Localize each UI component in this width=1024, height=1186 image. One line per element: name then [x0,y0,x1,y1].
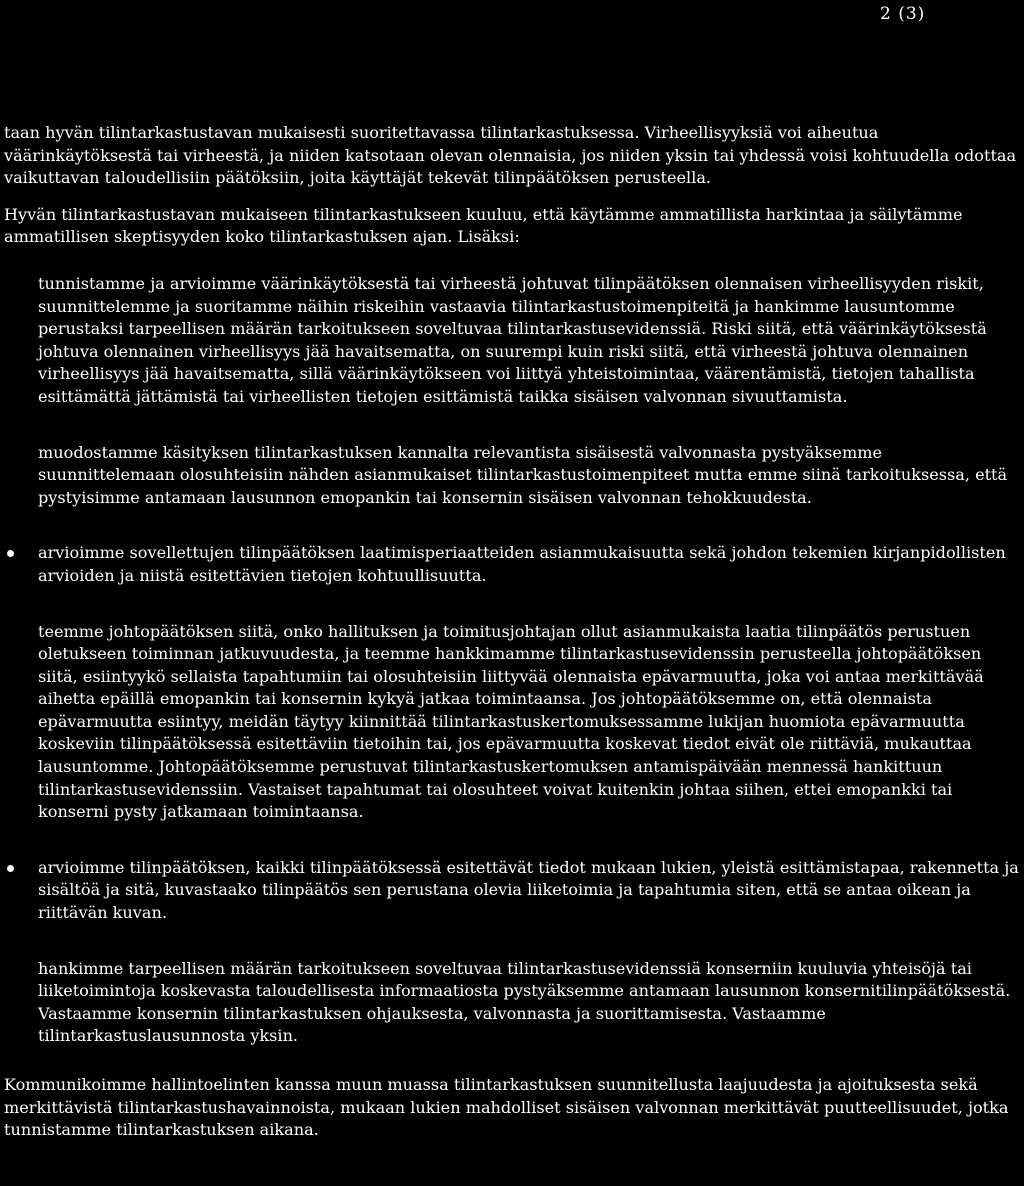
bullet-icon [7,550,14,557]
paragraph: taan hyvän tilintarkastustavan mukaisesti suoritettavassa tilintarkastuksessa. Virheellisyyksiä voi aiheutua väärinkäytöksestä tai virheestä, ja niiden katsotaan olevan olennaisia, jos niiden yksin tai yhdessä voisi kohtuudella odottaa vaikuttavan taloudellisiin päätöksiin, joita käyttäjät tekevät tilinpäätöksen perusteella. [4,123,1017,188]
bullet-icon [7,865,14,872]
list-item-text: tunnistamme ja arvioimme väärinkäytöksestä tai virheestä johtuvat tilinpäätöksen olennaisen virheellisyyden riskit, suunnittelemme ja suoritamme näihin riskeihin vastaavia tilintarkastustoimenpiteitä ja hankimme lausuntomme perustaksi tarpeellisen määrän tarkoitukseen soveltuvaa tilintarkastusevidenssiä. Riski siitä, että väärinkäytöksestä johtuva olennainen virheellisyys jää havaitsematta, on suurempi kuin riski siitä, että virheestä johtuva olennainen virheellisyys jää havaitsematta, sillä väärinkäytökseen voi liittyä yhteistoimintaa, väärentämistä, tietojen tahallista esittämättä jättämistä tai virheellisten tietojen esittämistä taikka sisäisen valvonnan sivuuttamista. [38,273,987,406]
closing-paragraph: Kommunikoimme hallintoelinten kanssa muun muassa tilintarkastuksen suunnitellusta laajuudesta ja ajoituksesta sekä merkittävistä tilintarkastushavainnoista, mukaan lukien mahdolliset sisäisen valvonnan merkittävät puutteellisuudet, jotka tunnistamme tilintarkastuksen aikana. [4,1075,1009,1140]
list-item [4,442,1022,510]
list-item-text: muodostamme käsityksen tilintarkastuksen kannalta relevantista sisäisestä valvonnasta pystyäksemme suunnittelemaan olosuhteisiin nähden asianmukaiset tilintarkastustoimenpiteet mutta emme siinä tarkoituksessa, että pystyisimme antamaan lausunnon emopankin tai konsernin sisäisen valvonnan tehokkuudesta. [38,442,1008,507]
list-item [4,857,1022,925]
list-item [4,542,1022,587]
paragraph: Hyvän tilintarkastustavan mukaiseen tilintarkastukseen kuuluu, että käytämme ammatillista harkintaa ja säilytämme ammatillisen skeptisyyden koko tilintarkastuksen ajan. Lisäksi: [4,204,963,247]
list-item [4,958,1022,1048]
list-item-text: arvioimme sovellettujen tilinpäätöksen laatimisperiaatteiden asianmukaisuutta sekä johdon tekemien kirjanpidollisten arvioiden ja niistä esitettävien tietojen kohtuullisuutta. [38,543,1006,585]
page-number: 2 (3) [880,4,926,24]
list-item [4,273,1022,409]
list-item [4,621,1022,824]
procedure-list [4,273,1022,1048]
list-item-text: hankimme tarpeellisen määrän tarkoitukseen soveltuvaa tilintarkastusevidenssiä konserniin kuuluvia yhteisöjä tai liiketoimintoja koskevasta taloudellisesta informaatiosta pystyäksemme antamaan lausunnon konsernitilinpäätöksestä. Vastaamme konsernin tilintarkastuksen ohjauksesta, valvonnasta ja suorittamisesta. Vastaamme tilintarkastuslausunnosta yksin. [38,958,1011,1046]
document-body [4,122,1022,1142]
list-item-text: teemme johtopäätöksen siitä, onko hallituksen ja toimitusjohtajan ollut asianmukaista laatia tilinpäätös perustuen oletukseen toiminnan jatkuvuudesta, ja teemme hankkimamme tilintarkastusevidenssin perusteella johtopäätöksen siitä, esiintyykö sellaista tapahtumiin tai olosuhteisiin liittyvää olennaista epävarmuutta, joka voi antaa merkittävää aihetta epäillä emopankin tai konsernin kykyä jatkaa toimintaansa. Jos johtopäätöksemme on, että olennaista epävarmuutta esiintyy, meidän täytyy kiinnittää tilintarkastuskertomuksessamme lukijan huomiota epävarmuutta koskeviin tilinpäätöksessä esitettäviin tietoihin tai, jos epävarmuutta koskevat tiedot eivät ole riittäviä, mukauttaa lausuntomme. Johtopäätöksemme perustuvat tilintarkastuskertomuksen antamispäivään mennessä hankittuun tilintarkastusevidenssiin. Vastaiset tapahtumat tai olosuhteet voivat kuitenkin johtaa siihen, ettei emopankki tai konserni pysty jatkamaan toimintaansa. [38,621,984,822]
list-item-text: arvioimme tilinpäätöksen, kaikki tilinpäätöksessä esitettävät tiedot mukaan lukien, yleistä esittämistapaa, rakennetta ja sisältöä ja sitä, kuvastaako tilinpäätös sen perustana olevia liiketoimia ja tapahtumia siten, että se antaa oikean ja riittävän kuvan. [38,857,1019,923]
